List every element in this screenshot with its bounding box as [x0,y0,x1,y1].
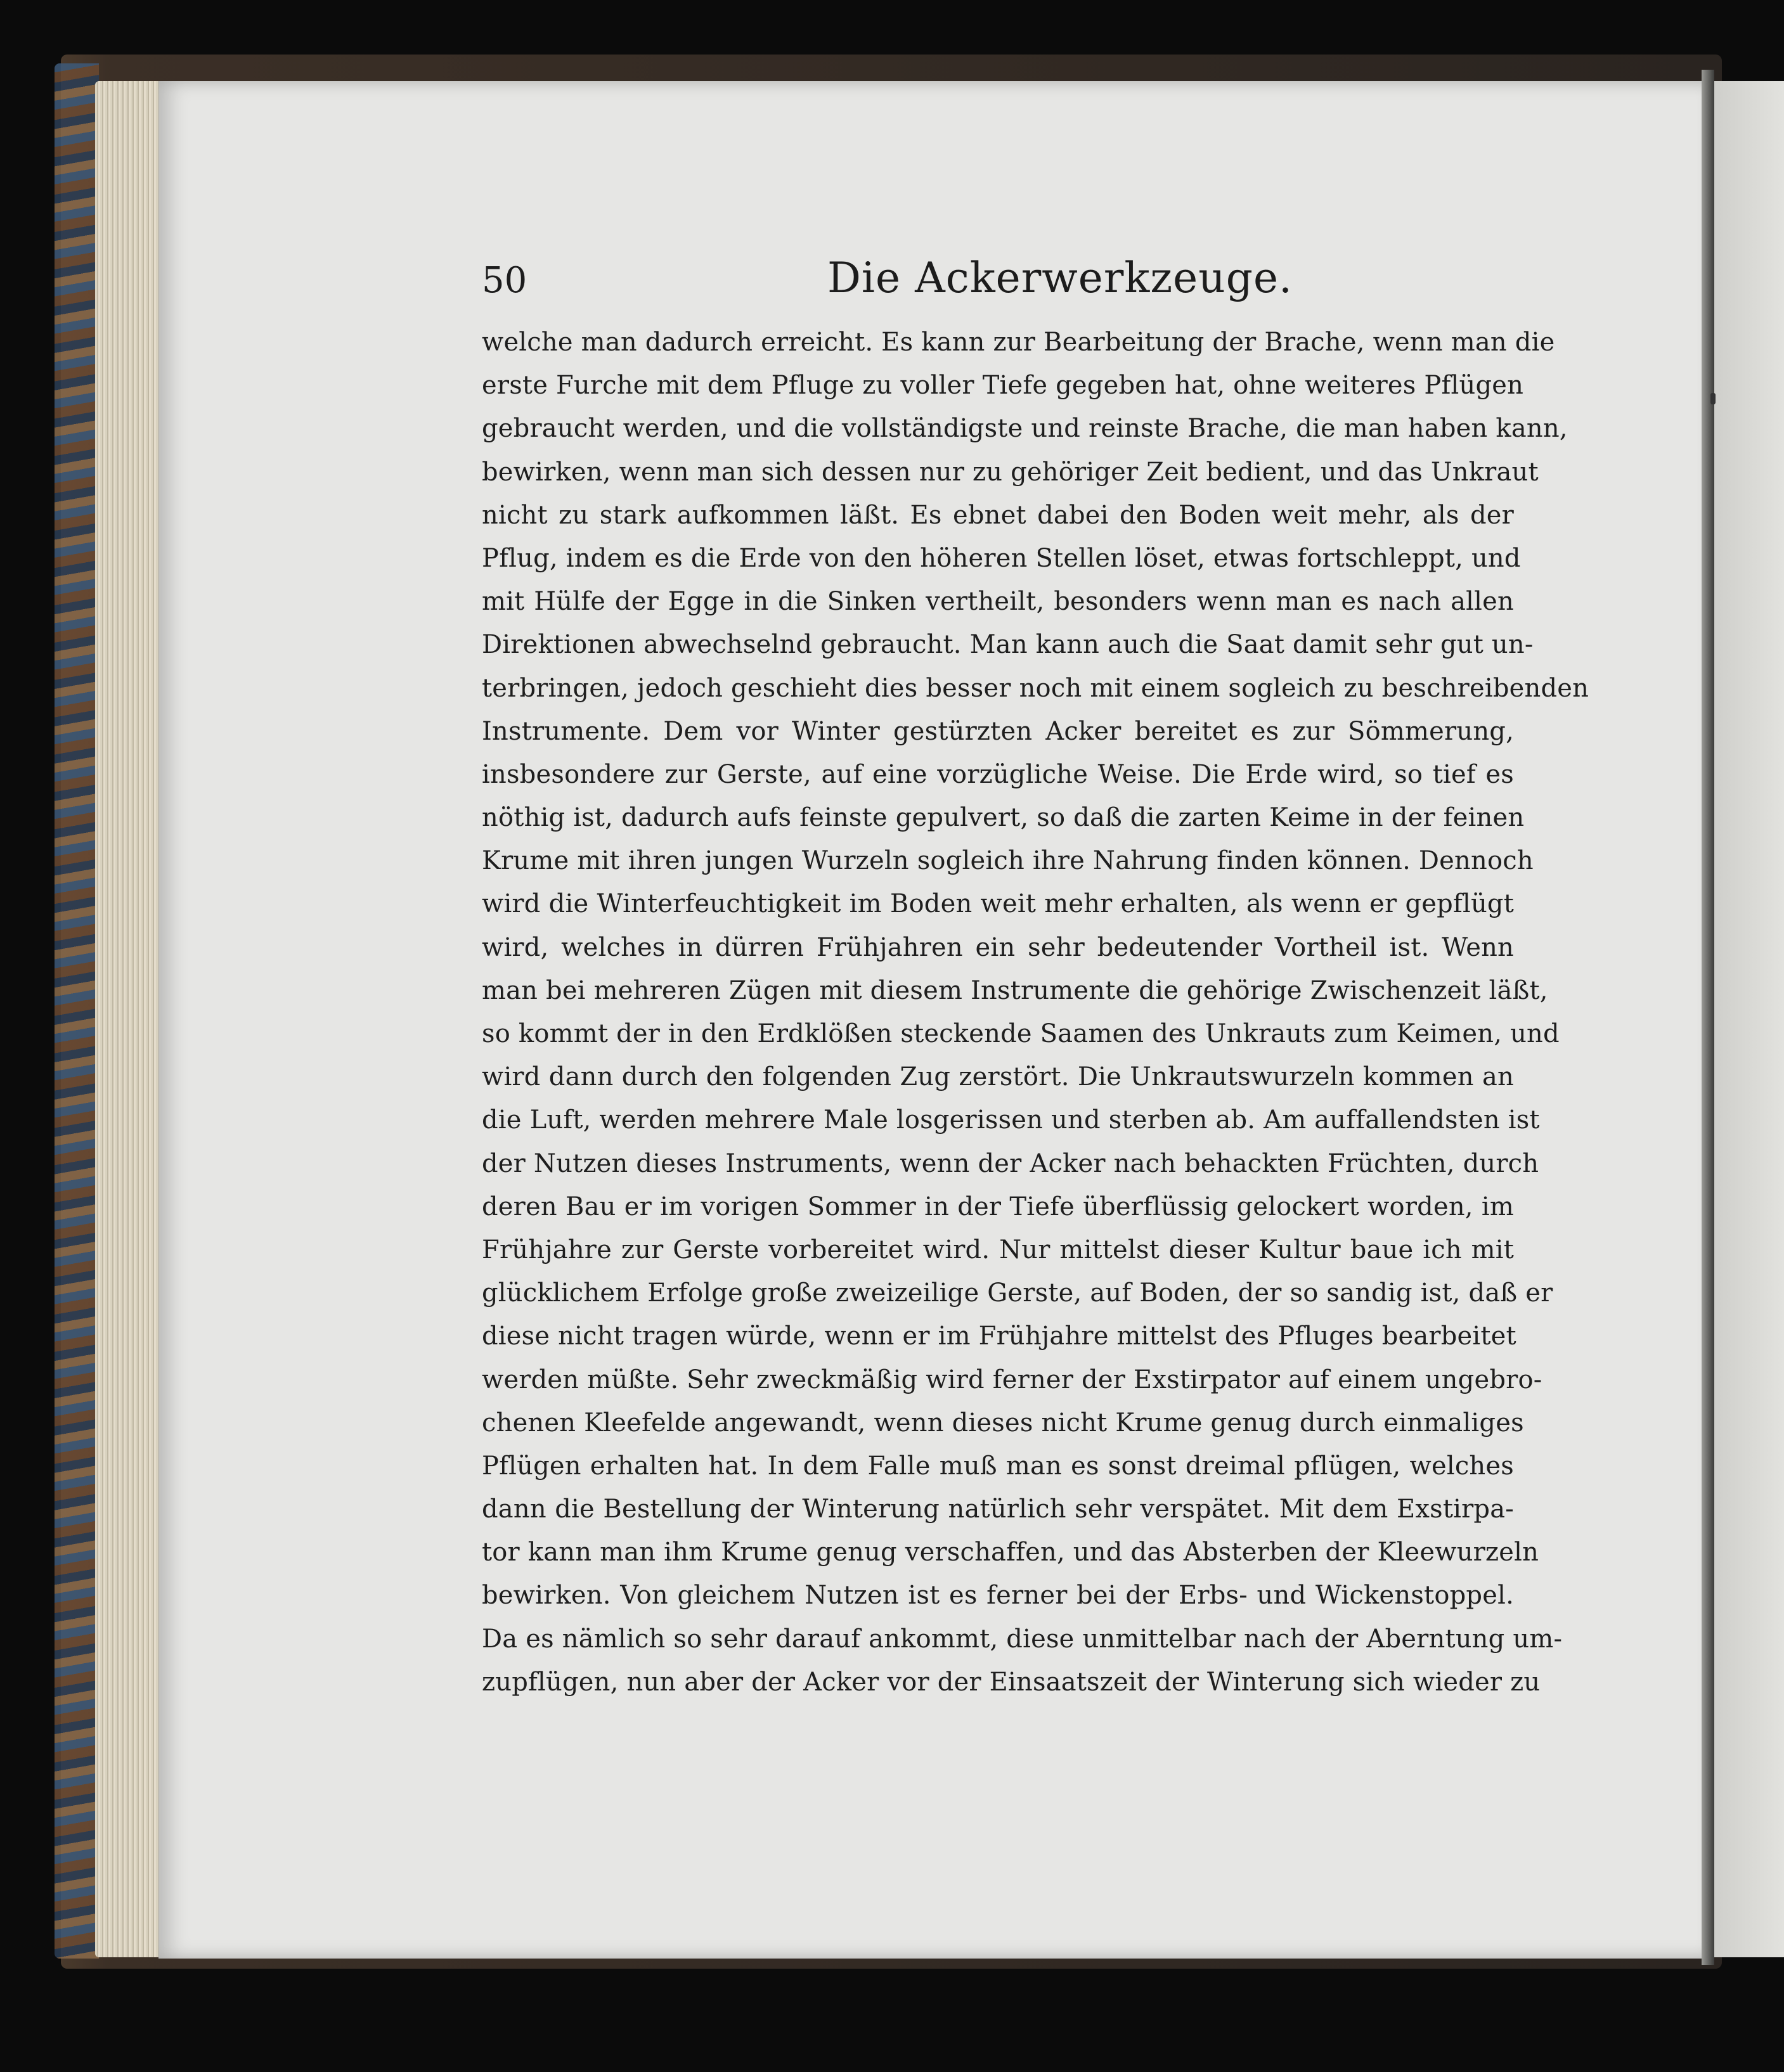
page-edges [95,81,165,1957]
text-line: man bei mehreren Zügen mit diesem Instrumente die gehörige Zwischenzeit läßt, [482,975,1548,1005]
text-line: erste Furche mit dem Pfluge zu voller Tiefe gegeben hat, ohne weiteres Pflügen [482,371,1524,401]
text-line: nicht zu stark aufkommen läßt. Es ebnet dabei den Boden weit mehr, als der [482,500,1514,530]
text-line: bewirken, wenn man sich dessen nur zu gehöriger Zeit bedient, und das Unkraut [482,457,1539,487]
text-line: Frühjahre zur Gerste vorbereitet wird. Nur mittelst dieser Kultur baue ich mit [482,1235,1514,1264]
text-line: die Luft, werden mehrere Male losgerissen und sterben ab. Am auffallendsten ist [482,1105,1540,1135]
page-gutter [1702,70,1714,1965]
facing-page-mark [1710,393,1716,404]
text-line: wird, welches in dürren Frühjahren ein sehr bedeutender Vortheil ist. Wenn [482,932,1514,962]
text-line: gebraucht werden, und die vollständigste und reinste Brache, die man haben kann, [482,414,1568,444]
text-line: zupflügen, nun aber der Acker vor der Einsaatszeit der Winterung sich wieder zu [482,1667,1541,1697]
text-line: mit Hülfe der Egge in die Sinken vertheilt, besonders wenn man es nach allen [482,587,1514,617]
text-line: Direktionen abwechselnd gebraucht. Man kann auch die Saat damit sehr gut un- [482,630,1534,660]
page-header [482,254,1560,311]
running-title: Die Ackerwerkzeuge. [827,254,1293,302]
text-line: wird die Winterfeuchtigkeit im Boden weit mehr erhalten, als wenn er gepflügt [482,889,1514,919]
text-line: deren Bau er im vorigen Sommer in der Tiefe überflüssig gelockert worden, im [482,1192,1514,1221]
text-line: der Nutzen dieses Instruments, wenn der Acker nach behackten Früchten, durch [482,1149,1539,1178]
text-line: Pflügen erhalten hat. In dem Falle muß man es sonst dreimal pflügen, welches [482,1451,1514,1481]
marbled-spine-edge [55,63,99,1959]
body-text [482,321,1589,1704]
text-line: wird dann durch den folgenden Zug zerstört. Die Unkrautswurzeln kommen an [482,1062,1514,1092]
text-line: bewirken. Von gleichem Nutzen ist es ferner bei der Erbs- und Wickenstoppel. [482,1581,1514,1611]
text-line: welche man dadurch erreicht. Es kann zur Bearbeitung der Brache, wenn man die [482,328,1555,357]
text-line: glücklichem Erfolge große zweizeilige Gerste, auf Boden, der so sandig ist, daß er [482,1278,1553,1308]
text-line: terbringen, jedoch geschieht dies besser noch mit einem sogleich zu beschreibenden [482,673,1589,703]
text-line: Pflug, indem es die Erde von den höheren Stellen löset, etwas fortschleppt, und [482,543,1521,573]
text-line: so kommt der in den Erdklößen steckende Saamen des Unkrauts zum Keimen, und [482,1019,1560,1048]
text-line: chenen Kleefelde angewandt, wenn dieses nicht Krume genug durch einmaliges [482,1408,1524,1438]
text-line: insbesondere zur Gerste, auf eine vorzügliche Weise. Die Erde wird, so tief es [482,759,1514,789]
text-line: Da es nämlich so sehr darauf ankommt, diese unmittelbar nach der Aberntung um- [482,1624,1563,1654]
text-line: Krume mit ihren jungen Wurzeln sogleich ihre Nahrung finden können. Dennoch [482,846,1534,876]
facing-page-edge [1714,81,1784,1957]
text-line: dann die Bestellung der Winterung natürlich sehr verspätet. Mit dem Exstirpa- [482,1495,1514,1524]
text-line: werden müßte. Sehr zweckmäßig wird ferner der Exstirpator auf einem ungebro- [482,1365,1542,1394]
text-line: tor kann man ihm Krume genug verschaffen, und das Absterben der Kleewurzeln [482,1538,1539,1567]
page-number: 50 [482,260,527,301]
text-line: diese nicht tragen würde, wenn er im Frühjahre mittelst des Pfluges bearbeitet [482,1322,1516,1351]
text-line: nöthig ist, dadurch aufs feinste gepulvert, so daß die zarten Keime in der feinen [482,803,1525,833]
text-line: Instrumente. Dem vor Winter gestürzten Acker bereitet es zur Sömmerung, [482,716,1514,746]
